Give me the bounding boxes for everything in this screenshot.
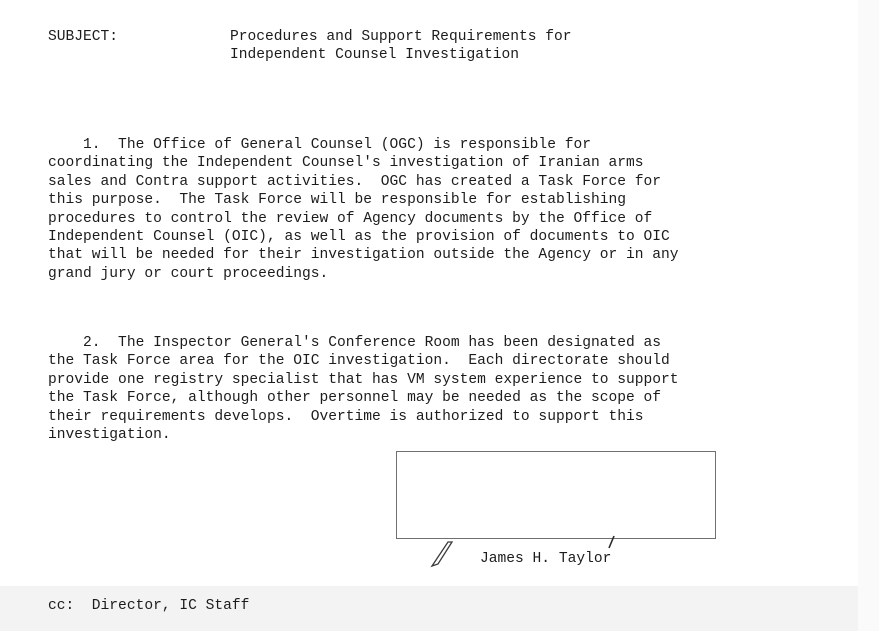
paragraph-2-line: provide one registry specialist that has VM system experience to support — [48, 371, 679, 388]
paragraph-2-line: the Task Force, although other personnel may be needed as the scope of — [48, 390, 662, 407]
paragraph-2-line: investigation. — [48, 427, 171, 444]
paragraph-2-line: the Task Force area for the OIC investigation. Each directorate should — [48, 353, 670, 370]
paragraph-1-line: that will be needed for their investigation outside the Agency or in any — [48, 247, 679, 264]
redaction-box — [396, 451, 716, 539]
paragraph-1-line: procedures to control the review of Agency documents by the Office of — [48, 210, 653, 227]
paragraph-1-line: Independent Counsel (OIC), as well as the provision of documents to OIC — [48, 229, 670, 246]
subject-label: SUBJECT: — [48, 29, 119, 45]
paragraph-1-line: sales and Contra support activities. OGC has created a Task Force for — [48, 173, 662, 190]
paragraph-1 — [48, 136, 679, 283]
paragraph-1-line: 1. The Office of General Counsel (OGC) is responsible for — [48, 137, 591, 153]
subject-text — [230, 28, 572, 65]
paragraph-2-line: their requirements develops. Overtime is authorized to support this — [48, 408, 644, 425]
signer-name: James H. Taylor — [480, 551, 612, 567]
paragraph-2 — [48, 334, 679, 444]
margin-strip — [858, 0, 879, 631]
paragraph-1-line: grand jury or court proceedings. — [48, 265, 329, 282]
paragraph-2-line: 2. The Inspector General's Conference Room has been designated as — [48, 335, 662, 351]
paragraph-1-line: coordinating the Independent Counsel's investigation of Iranian arms — [48, 155, 644, 172]
subject-line-1: Procedures and Support Requirements for — [230, 29, 572, 45]
subject-line-2: Independent Counsel Investigation — [230, 47, 520, 64]
cc-line: cc: Director, IC Staff — [48, 598, 250, 614]
paragraph-1-line: this purpose. The Task Force will be responsible for establishing — [48, 192, 627, 209]
